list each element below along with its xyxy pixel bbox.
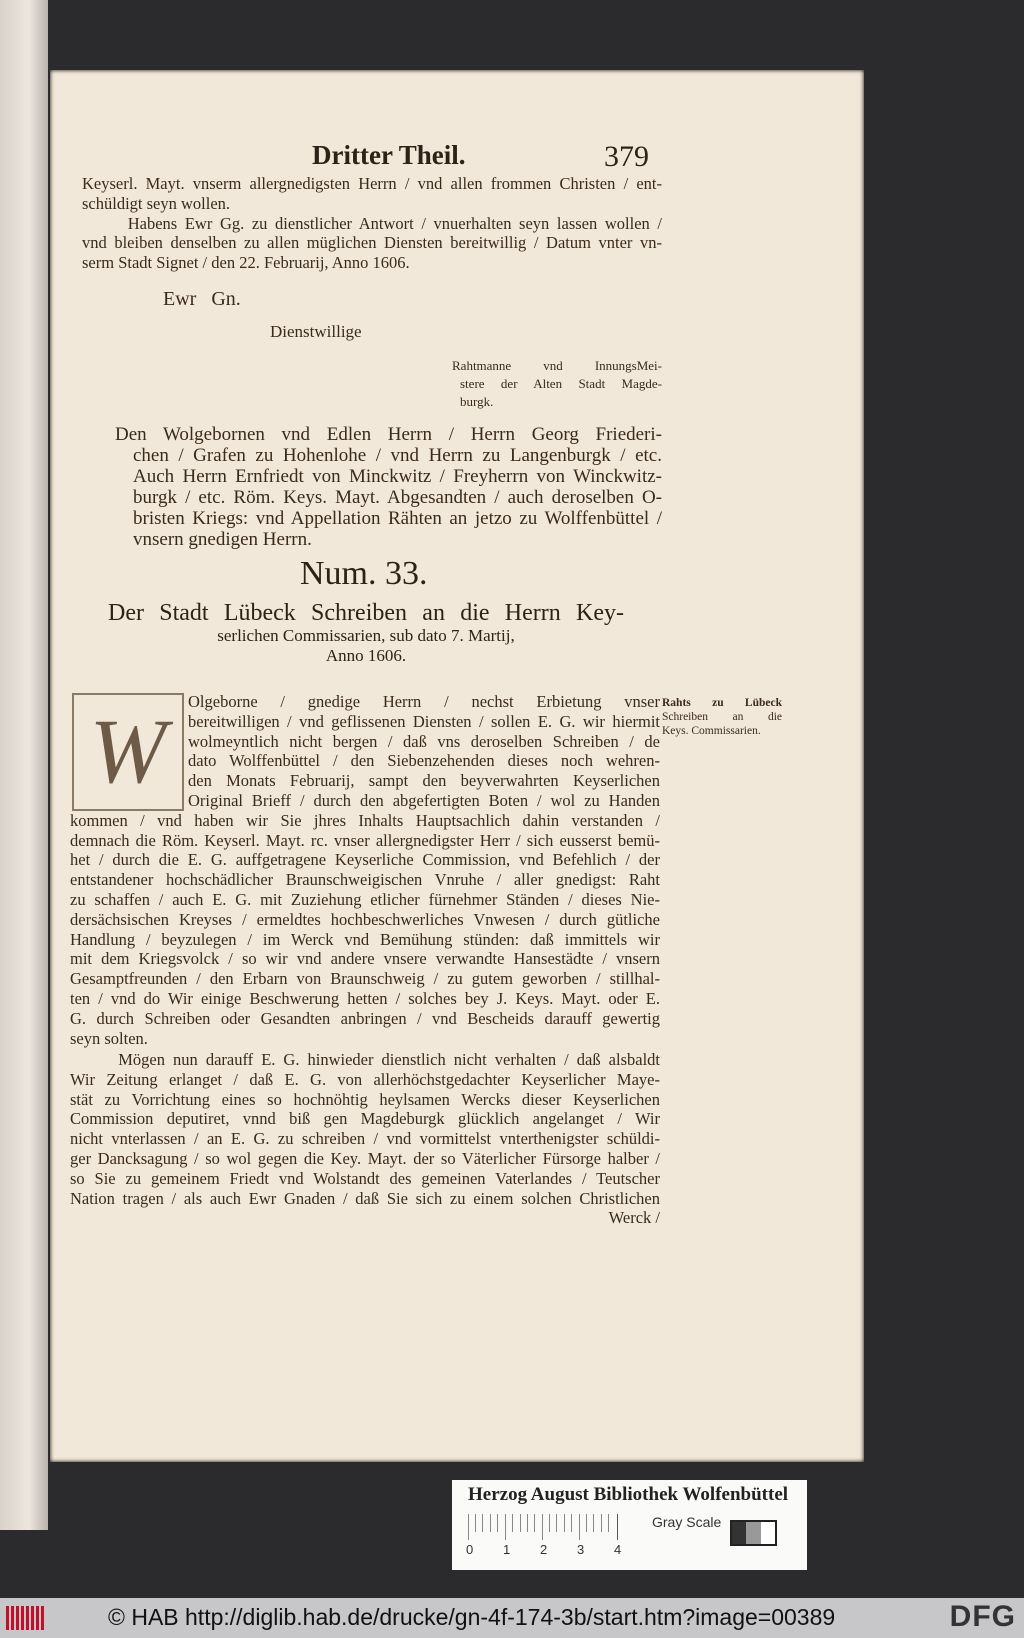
- text-line: zu schaffen / auch E. G. mit Zuziehung etlicher fürnehmer Ständen / dieses Nie-: [70, 889, 660, 909]
- marginal-note: [662, 696, 782, 738]
- gray-scale-swatch: [730, 1520, 777, 1546]
- paragraph-1: [70, 692, 660, 1048]
- text-line: bereitwilligen / vnd geflissenen Diensten / sollen E. G. wir hiermit: [188, 711, 660, 731]
- text-line: Habens Ewr Gg. zu dienstlicher Antwort / vnuerhalten seyn lassen wollen /: [82, 213, 662, 233]
- dfg-logo: DFG: [949, 1600, 1016, 1633]
- text-line: vnd bleiben denselben zu allen müglichen Diensten bereitwillig / Datum vnter vn-: [82, 233, 662, 253]
- text-line: Handlung / beyzulegen / im Werck vnd Bemühung stünden: daß immittels wir: [70, 929, 660, 949]
- text-line: het / durch die E. G. auffgetragene Keyserliche Commission, vnd Befehlich / der: [70, 850, 660, 870]
- section-number: Num. 33.: [300, 555, 428, 592]
- text-line: Rahts zu Lübeck: [662, 697, 782, 709]
- text-line: burgk.: [460, 394, 494, 409]
- text-line: seyn solten.: [70, 1028, 148, 1048]
- text-line: dersächsischen Kreyses / ermeldtes hochbeschwerliches Vnwesen / durch gütliche: [70, 909, 660, 929]
- text-line: wolmeyntlich nicht bergen / daß vns deroselben Schreiben / de: [188, 731, 660, 751]
- text-line: Keys. Commissarien.: [662, 725, 761, 737]
- title-line: serlichen Commissarien, sub dato 7. Martij,: [217, 626, 515, 645]
- hab-logo-icon: [6, 1606, 46, 1630]
- text-line: stere der Alten Stadt Magde-: [460, 376, 662, 391]
- footer-bar: [0, 1598, 1024, 1638]
- text-line: Commission deputiret, vnnd biß gen Magdeburgk glücklich angelanget / Wir: [70, 1109, 660, 1129]
- text-line: kommen / vnd haben wir Sie jhres Inhalts Hauptsachlich dahin verstanden /: [70, 810, 660, 830]
- text-line: Original Brieff / durch den abgefertigten Boten / wol zu Handen: [188, 790, 660, 810]
- text-line: schüldigt seyn wollen.: [82, 193, 231, 213]
- text-line: Nation tragen / als auch Ewr Gnaden / daß Sie sich zu einem solchen Christlichen: [70, 1188, 660, 1208]
- gray-scale-label: Gray Scale: [652, 1514, 722, 1530]
- text-line: bristen Kriegs: vnd Appellation Rähten an jetzo zu Wolffenbüttel /: [133, 508, 662, 529]
- title-line: Der Stadt Lübeck Schreiben an die Herrn Key-: [108, 600, 624, 626]
- text-line: ten / vnd do Wir einige Beschwerung hetten / solches bey J. Keys. Mayt. oder E.: [70, 988, 660, 1008]
- tick-label: 1: [503, 1542, 511, 1557]
- text-line: so Sie zu gemeinem Friedt vnd Wolstandt des gemeinen Vaterlandes / Teutscher: [70, 1168, 660, 1188]
- text-line: Rahtmanne vnd InnungsMei-: [452, 358, 662, 373]
- ornamental-initial: W: [72, 693, 184, 811]
- text-line: chen / Grafen zu Hohenlohe / vnd Herrn zu Langenburgk / etc.: [133, 445, 662, 466]
- text-line: dato Wolffenbüttel / den Siebenzehenden dieses noch wehren-: [188, 751, 660, 771]
- adjacent-page-edge: [0, 0, 48, 1530]
- text-line: Den Wolgebornen vnd Edlen Herrn / Herrn Georg Friederi-: [115, 424, 662, 445]
- text-line: entstandener hochschädlicher Braunschweigischen Vnruhe / aller gnedigst: Raht: [70, 870, 660, 890]
- address-block: [115, 424, 662, 550]
- closing-lines: [82, 174, 662, 273]
- text-line: mit dem Kriegsvolck / so wir vnd andere vnsere verwandte Hansestädte / vnsern: [70, 949, 660, 969]
- text-line: Keyserl. Mayt. vnserm allergnedigsten Herrn / vnd allen frommen Christen / ent-: [82, 174, 662, 193]
- text-line: demnach die Röm. Keyserl. Mayt. rc. vnser allergnedigster Herr / sich eusserst bemü-: [70, 830, 660, 850]
- text-line: Schreiben an die: [662, 711, 782, 723]
- text-line: Mögen nun darauff E. G. hinwieder dienstlich nicht verhalten / daß alsbaldt: [70, 1050, 660, 1069]
- text-line: ger Dancksagung / so wol gegen die Key. Mayt. der so Väterlicher Fürsorge halber /: [70, 1148, 660, 1168]
- title-line: Anno 1606.: [325, 646, 407, 665]
- catchword: Werck /: [608, 1208, 660, 1228]
- dienstwillige: Dienstwillige: [270, 322, 362, 341]
- salutation: Ewr Gn.: [163, 288, 241, 310]
- text-line: Olgeborne / gnedige Herrn / nechst Erbietung vnser: [188, 692, 660, 711]
- institution-name: Herzog August Bibliothek Wolfenbüttel: [468, 1484, 789, 1505]
- text-line: Wir Zeitung erlanget / daß E. G. von allerhöchstgedachter Keyserlicher Maye-: [70, 1069, 660, 1089]
- tick-label: 3: [577, 1542, 585, 1557]
- text-line: G. durch Schreiben oder Gesandten anbringen / vnd Bescheids darauff gewertig: [70, 1008, 660, 1028]
- tick-label: 0: [466, 1542, 474, 1557]
- page-number: 379: [604, 140, 649, 173]
- section-title: [108, 600, 624, 666]
- tick-label: 2: [540, 1542, 548, 1557]
- running-head: Dritter Theil.: [312, 140, 466, 170]
- scale-card: [452, 1480, 807, 1570]
- text-line: Auch Herrn Ernfriedt von Minckwitz / Freyherrn von Winckwitz-: [133, 466, 662, 487]
- text-line: nicht vnterlassen / an E. G. zu schreiben / vnd vormittelst vnterthenigster schüldi-: [70, 1129, 660, 1149]
- source-url[interactable]: © HAB http://diglib.hab.de/drucke/gn-4f-174-3b/start.htm?image=00389: [108, 1604, 836, 1630]
- signature-block: [452, 357, 662, 411]
- text-line: vnsern gnedigen Herrn.: [133, 529, 312, 550]
- tick-label: 4: [614, 1542, 622, 1557]
- text-line: Gesamptfreunden / den Erbarn von Braunschweig / zu gutem geworben / stillhal-: [70, 969, 660, 989]
- text-line: serm Stadt Signet / den 22. Februarij, Anno 1606.: [82, 253, 410, 273]
- paragraph-2: [70, 1050, 660, 1228]
- text-line: burgk / etc. Röm. Keys. Mayt. Abgesandten / auch deroselben O-: [133, 487, 662, 508]
- text-line: stät zu Vorrichtung eines so hochnöhtig heylsamen Wercks dieser Keyserlichen: [70, 1089, 660, 1109]
- ruler: [468, 1514, 618, 1540]
- text-line: den Monats Februarij, sampt den beyverwahrten Keyserlichen: [188, 771, 660, 791]
